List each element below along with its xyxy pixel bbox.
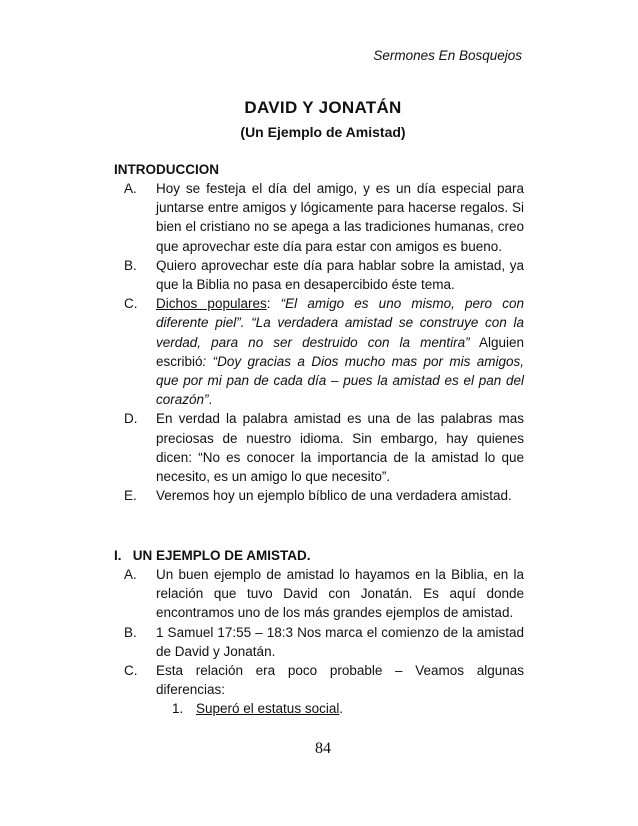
intro-item-e xyxy=(124,486,524,505)
item-letter: C. xyxy=(124,663,138,679)
item-letter: E. xyxy=(124,488,137,504)
section-one-item-c xyxy=(124,661,524,699)
label-colon: : xyxy=(266,296,281,312)
item-letter: A. xyxy=(124,181,137,196)
intro-item-c xyxy=(124,294,524,409)
subitem-end: . xyxy=(339,701,344,717)
item-letter: B. xyxy=(124,257,137,273)
running-header: Sermones En Bosquejos xyxy=(373,48,522,63)
introduction-heading: INTRODUCCION xyxy=(114,162,219,177)
section-one-item-b xyxy=(124,623,524,661)
item-text: Un buen ejemplo de amistad lo hayamos en la Biblia, en la relación que tuvo David con Jonatán. Es aquí donde encontramos uno de los más grandes ejemplos de amistad. xyxy=(156,567,524,621)
intro-item-d xyxy=(124,409,524,486)
sermon-title: DAVID Y JONATÁN xyxy=(244,98,402,117)
item-letter: B. xyxy=(124,624,137,640)
subitem-text xyxy=(196,699,343,718)
item-text: Hoy se festeja el día del amigo, y es un día especial para juntarse entre amigos y lógicamente para hacerse regalos. Si bien el cristiano no se apega a las tradiciones humanas, creo que aprovechar este día para estar con amigos es bueno. xyxy=(156,181,524,254)
item-text xyxy=(156,294,524,409)
page-number: 84 xyxy=(315,740,331,757)
sermon-subtitle: (Un Ejemplo de Amistad) xyxy=(240,124,406,140)
section-one xyxy=(114,546,524,719)
item-text: 1 Samuel 17:55 – 18:3 Nos marca el comienzo de la amistad de David y Jonatán. xyxy=(156,624,524,659)
section-one-item-a xyxy=(124,565,524,623)
gratitude-quote: : “Doy gracias a Dios mucho mas por mis amigos, que por mi pan de cada día – pues la amistad es el pan del corazón” xyxy=(156,353,524,408)
intro-item-b xyxy=(124,256,524,294)
subitem-underlined-text: Superó el estatus social xyxy=(196,701,340,717)
item-letter: D. xyxy=(124,411,138,427)
item-text: Veremos hoy un ejemplo bíblico de una verdadera amistad. xyxy=(156,488,512,504)
popular-sayings-quote: “El amigo es uno mismo, pero con diferente piel”. “La verdadera amistad se construye con la verdad, para no ser destruido con la mentira” xyxy=(156,296,524,350)
popular-sayings-label: Dichos populares xyxy=(156,296,267,312)
section-one-heading: I. UN EJEMPLO DE AMISTAD. xyxy=(114,548,311,563)
item-text: Quiero aprovechar este día para hablar sobre la amistad, ya que la Biblia no pasa en desapercibido éste tema. xyxy=(156,257,524,293)
intro-item-a xyxy=(124,179,524,256)
introduction-section xyxy=(114,160,524,505)
subitem-number: 1. xyxy=(172,701,184,717)
item-end: . xyxy=(208,392,213,408)
section-one-subitem-1 xyxy=(172,699,524,718)
item-text: En verdad la palabra amistad es una de las palabras mas preciosas de nuestro idioma. Sin embargo, hay quienes dicen: “No es conocer la importancia de la amistad lo que necesito, es un amigo lo que necesito”. xyxy=(156,411,524,485)
item-letter: A. xyxy=(124,567,137,582)
item-text: Esta relación era poco probable – Veamos algunas diferencias: xyxy=(156,663,524,698)
item-letter: C. xyxy=(124,296,138,312)
someone-wrote: Alguien escribió xyxy=(156,334,524,369)
